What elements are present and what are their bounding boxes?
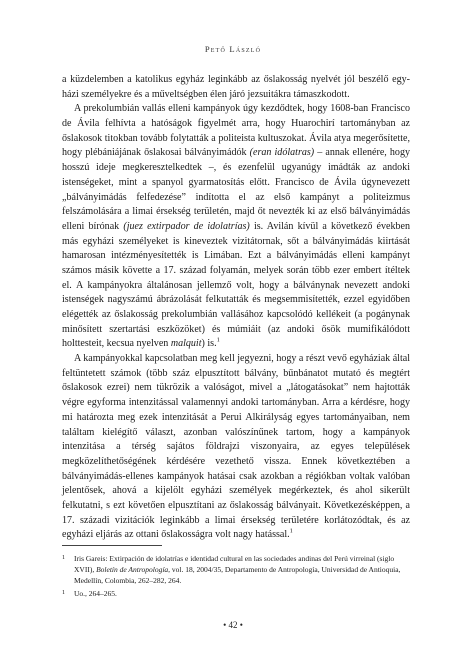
page-number: • 42 • (223, 620, 243, 630)
footnote-ref: 1 (289, 527, 293, 535)
text-run: A prekolumbián vallás elleni kampányok úgy kezdődtek, hogy 1608-ban Francisco de Ávila felhívta a hatóságok figyelmét arra, hogy Huarochirí tartományban az őslakosok titokban tovább folytatták a politeista kultuszokat. Ávila atya megerősítette, hogy plébániájának őslakosai bálványimádók (62, 103, 410, 159)
footnote-ref: 1 (216, 337, 220, 345)
footnote-number: 1 (62, 554, 66, 561)
running-head: Pető László (204, 44, 262, 54)
text-run: Uo., 264–265. (74, 588, 117, 598)
italic-term: (eran idólatras) (249, 147, 315, 159)
text-run: ) is. (201, 338, 217, 350)
footnote-text (74, 588, 117, 599)
italic-term: Boletín de Antropología (96, 565, 169, 575)
text-run: is. Avilán kívül a következő években más egyházi személyeket is kineveztek vizitátornak, sőt a bálványimádás kiirtását hamarosan intézményesítették is Limában. Ezt a bálványimádás elleni kampányt számos másik követte a 17. század folyamán, melyek során több ezer embert ítéltek el. A kampányokra általánosan jellemző volt, hogy a bálványnak nevezett andoki istenségek nagyszámú ábrázolását felkutatták és megsemmisítették, ezzel egyidőben elégették az őslakosság prekolumbián vallásához kapcsolódó kellékeit (a pogánynak minősített szertartási eszközöket) és múmiáit (az andoki ősök mumifikálódott holttesteit, kecsua nyelven (62, 220, 411, 350)
paragraph (62, 102, 410, 352)
text-run: – annak ellenére, hogy hosszú ideje megkeresztelkedtek –, és ezenfelül ugyanúgy imádták az andoki istenségeket, mint a spanyol gyarmatosítás előtt. Francisco de Ávila úgynevezett „bálványimádás felfedezése” indította el az első kampányt a politeizmus felszámolására a limai érsekség területén, majd őt nevezték ki az első bálványimádás elleni bírónak (62, 147, 410, 232)
body-text (62, 73, 410, 543)
italic-term: malquit (170, 338, 202, 350)
text-run: a küzdelemben a katolikus egyház leginkább az őslakosság nyelvét jól beszélő egyházi személyekre és a műveltségben élen járó jezsuitákra támaszkodott. (62, 74, 410, 100)
paragraph (62, 73, 410, 102)
text-run: Iris Gareis: Extirpación de idolatrías e identidad cultural en las sociedades andinas del Perú virreinal (siglo XVII), (74, 554, 395, 575)
paragraph (62, 352, 410, 543)
italic-term: (juez extirpador de idolatrías) (123, 220, 250, 232)
footnote-text (74, 553, 410, 587)
text-run: A kampányokkal kapcsolatban meg kell jegyezni, hogy a részt vevő egyháziak által feltüntetett számok (több száz elpusztított bálvány, bűnbánatot mutató és megtért őslakosok ezrei) nem tükrözik a valóságot, mivel a „látogatásokat” nem hajtották végre egyforma intenzitással valamennyi andoki tartományban. Arra a kérdésre, hogy mi határozta meg ezek intenzitását a Perui Alkirályság egyes tartományaiban, nem találtam kielégítő választ, azonban valószínűnek tartom, hogy a kampányok intenzitása a térség sajátos földrajzi viszonyaira, az egyes települések megközelíthetőségének kérdésére vezethető vissza. Ennek következtében a bálványimádás-ellenes kampányok hatásai csak azokban a régiókban voltak valóban jelentősek, ahová a kijelölt egyházi személyek megérkeztek, és ahol sikerült felkutatni, s ezt követően elpusztítani az őslakosság bálványait. Következésképpen, a 17. századi vizitációk leginkább a limai érsekség területére korlátozódtak, és az egyházi eljárás az ottani őslakosságra volt nagy hatással. (62, 353, 410, 541)
text-run: , vol. 18, 2004/35, Departamento de Antropología, Universidad de Antioquia, Medellín, Colombia, 262–282, 264. (74, 565, 401, 586)
footnote (62, 553, 410, 587)
footnote (62, 588, 410, 599)
footnotes (62, 553, 410, 600)
footnote-number: 1 (62, 588, 66, 596)
footnote-rule (62, 545, 162, 546)
